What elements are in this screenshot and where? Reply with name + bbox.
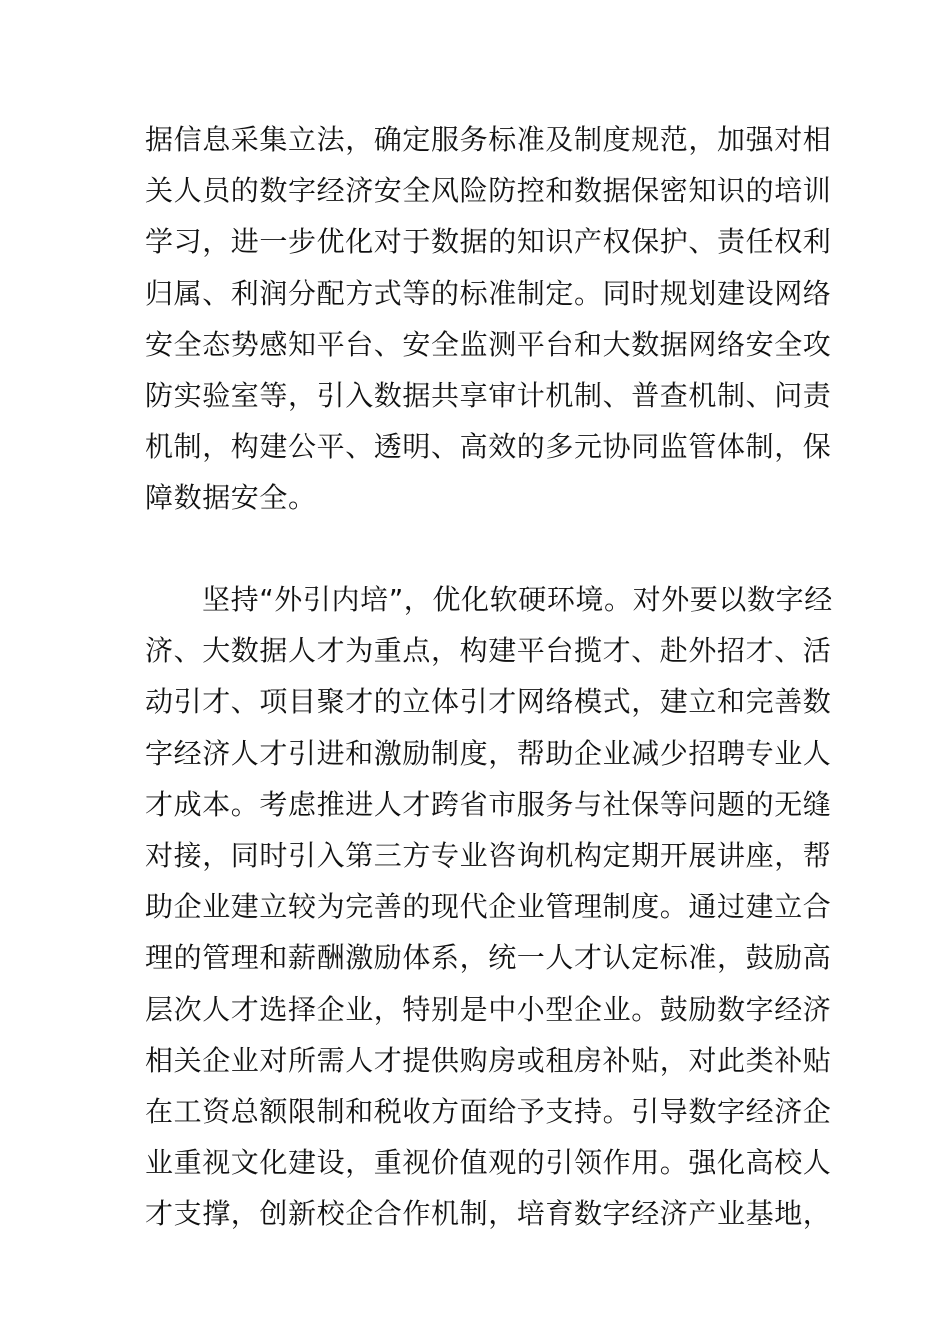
text-line: 才支撑，创新校企合作机制，培育数字经济产业基地，	[145, 1197, 832, 1231]
paragraph-talent-environment	[145, 574, 833, 1239]
text-line: 对接，同时引入第三方专业咨询机构定期开展讲座，帮	[145, 838, 832, 872]
text-line: 防实验室等，引入数据共享审计机制、普查机制、问责	[145, 378, 832, 412]
text-line: 障数据安全。	[145, 481, 317, 515]
text-line: 业重视文化建设，重视价值观的引领作用。强化高校人	[145, 1146, 832, 1180]
text-line: 安全态势感知平台、安全监测平台和大数据网络安全攻	[145, 327, 832, 361]
text-line: 学习，进一步优化对于数据的知识产权保护、责任权利	[145, 225, 832, 259]
text-line: 动引才、项目聚才的立体引才网络模式，建立和完善数	[145, 685, 832, 719]
text-line: 才成本。考虑推进人才跨省市服务与社保等问题的无缝	[145, 787, 832, 821]
text-line: 坚持“外引内培”，优化软硬环境。对外要以数字经	[202, 583, 833, 616]
text-line: 相关企业对所需人才提供购房或租房补贴，对此类补贴	[145, 1043, 832, 1077]
text-line: 济、大数据人才为重点，构建平台揽才、赴外招才、活	[145, 634, 832, 668]
text-line: 在工资总额限制和税收方面给予支持。引导数字经济企	[145, 1094, 832, 1128]
text-line: 理的管理和薪酬激励体系，统一人才认定标准，鼓励高	[145, 941, 832, 975]
text-line: 归属、利润分配方式等的标准制定。同时规划建设网络	[145, 276, 832, 310]
text-line: 字经济人才引进和激励制度，帮助企业减少招聘专业人	[145, 736, 832, 770]
paragraph-data-security	[145, 114, 832, 524]
text-line: 层次人才选择企业，特别是中小型企业。鼓励数字经济	[145, 992, 832, 1026]
text-line: 机制，构建公平、透明、高效的多元协同监管体制，保	[145, 430, 832, 464]
text-line: 关人员的数字经济安全风险防控和数据保密知识的培训	[145, 174, 832, 208]
text-line: 助企业建立较为完善的现代企业管理制度。通过建立合	[145, 890, 832, 924]
text-line: 据信息采集立法，确定服务标准及制度规范，加强对相	[145, 123, 832, 156]
